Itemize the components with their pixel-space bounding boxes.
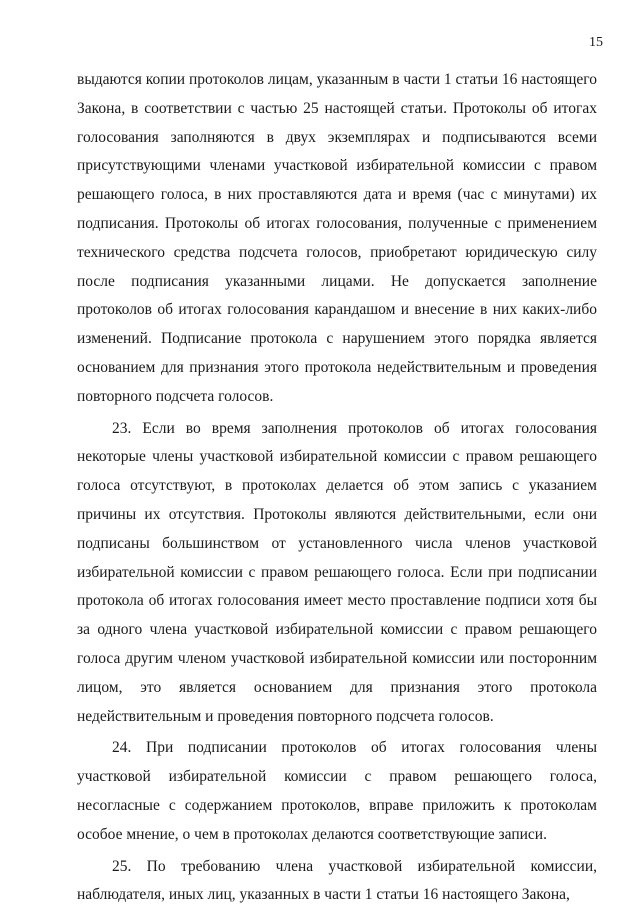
- page-number: 15: [589, 35, 603, 50]
- paragraph-continuation: выдаются копии протоколов лицам, указанным в части 1 статьи 16 настоящего Закона, в соответствии с частью 25 настоящей статьи. Протоколы об итогах голосования заполняются в двух экземплярах и подписываются всеми присутствующими членами участковой избирательной комиссии с правом решающего голоса, в них проставляются дата и время (час с минутами) их подписания. Протоколы об итогах голосования, полученные с применением технического средства подсчета голосов, приобретают юридическую силу после подписания указанными лицами. Не допускается заполнение протоколов об итогах голосования карандашом и внесение в них каких-либо изменений. Подписание протокола с нарушением этого порядка является основанием для признания этого протокола недействительным и проведения повторного подсчета голосов.: [77, 71, 597, 405]
- paragraph-23: 23. Если во время заполнения протоколов об итогах голосования некоторые члены участковой избирательной комиссии с правом решающего голоса отсутствуют, в протоколах делается об этом запись с указанием причины их отсутствия. Протоколы являются действительными, если они подписаны большинством от установленного числа членов участковой избирательной комиссии с правом решающего голоса. Если при подписании протокола об итогах голосования имеет место проставление подписи хотя бы за одного члена участковой избирательной комиссии с правом решающего голоса другим членом участковой избирательной комиссии или посторонним лицом, это является основанием для признания этого протокола недействительным и проведения повторного подсчета голосов.: [77, 419, 597, 725]
- paragraph-25: 25. По требованию члена участковой избирательной комиссии, наблюдателя, иных лиц, указанных в части 1 статьи 16 настоящего Закона,: [77, 857, 597, 904]
- document-body: [77, 66, 597, 910]
- paragraph-24: 24. При подписании протоколов об итогах голосования члены участковой избирательной комиссии с правом решающего голоса, несогласные с содержанием протоколов, вправе приложить к протоколам особое мнение, о чем в протоколах делаются соответствующие записи.: [77, 739, 597, 843]
